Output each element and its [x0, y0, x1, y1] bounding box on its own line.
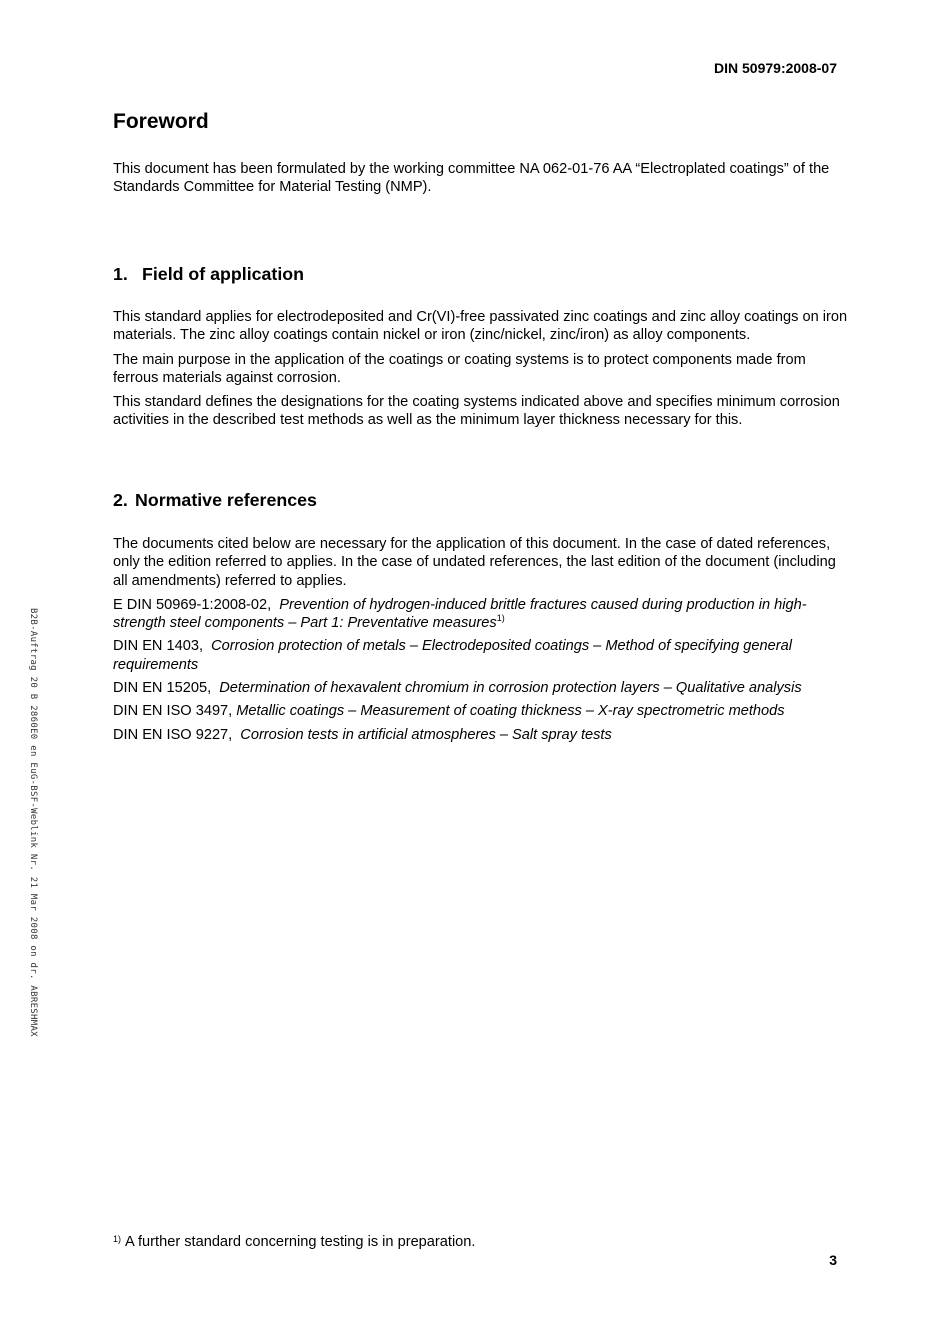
section-1-heading [113, 264, 304, 285]
side-stamp-text: B2B-Auftrag 20 B 2860E0 en EuG-BSF-Weblink Nr. 21 Mar 2008 on dr. ABRESHMAX [28, 608, 38, 1037]
section-1-paragraph: This standard defines the designations for the coating systems indicated above and specifies minimum corrosion activities in the described test methods as well as the minimum layer thickness necessary for this. [113, 394, 840, 429]
reference-item [113, 596, 848, 633]
footnote-mark: 1) [113, 1234, 122, 1244]
foreword-heading: Foreword [113, 110, 209, 133]
reference-code: E DIN 50969-1:2008-02, [113, 596, 272, 613]
footnote-text: A further standard concerning testing is in preparation. [125, 1234, 476, 1250]
reference-title: Determination of hexavalent chromium in corrosion protection layers – Qualitative analysis [219, 680, 802, 697]
section-2-intro: The documents cited below are necessary for the application of this document. In the case of dated references, only the edition referred to applies. In the case of undated references, the last edition of the document (including all amendments) referred to applies. [113, 536, 836, 589]
reference-item [113, 679, 848, 697]
reference-code: DIN EN 15205, [113, 680, 212, 697]
reference-code: DIN EN ISO 3497, [113, 703, 233, 720]
reference-title: Corrosion tests in artificial atmospheres – Salt spray tests [240, 726, 612, 743]
section-2-heading [113, 490, 317, 511]
section-1-paragraph: The main purpose in the application of the coatings or coating systems is to protect components made from ferrous materials against corrosion. [113, 351, 806, 386]
side-stamp [24, 608, 38, 1298]
reference-code: DIN EN ISO 9227, [113, 726, 233, 743]
reference-title: Metallic coatings – Measurement of coating thickness – X-ray spectrometric methods [236, 703, 785, 720]
section-2-title: Normative references [135, 490, 317, 510]
foreword-body [113, 160, 848, 203]
footnote [113, 1234, 475, 1250]
footnote-marker: 1) [496, 613, 505, 624]
reference-item [113, 726, 848, 744]
page-number: 3 [829, 1252, 837, 1268]
section-1-paragraph: This standard applies for electrodeposited and Cr(VI)-free passivated zinc coatings and zinc alloy coatings on iron materials. The zinc alloy coatings contain nickel or iron (zinc/nickel, zinc/iron) as alloy components. [113, 309, 848, 344]
section-1-title: Field of application [142, 264, 305, 284]
reference-item [113, 637, 848, 674]
reference-item [113, 702, 848, 720]
reference-code: DIN EN 1403, [113, 638, 204, 655]
section-2-number: 2. [113, 490, 128, 510]
reference-title: Corrosion protection of metals – Electrodeposited coatings – Method of specifying general requirements [113, 638, 792, 673]
section-2-body [113, 535, 848, 749]
document-id: DIN 50979:2008-07 [714, 60, 837, 76]
foreword-paragraph: This document has been formulated by the working committee NA 062-01-76 AA “Electroplated coatings” of the Standards Committee for Material Testing (NMP). [113, 161, 830, 196]
section-1-number: 1. [113, 264, 128, 284]
section-1-body [113, 308, 848, 436]
reference-title: Prevention of hydrogen-induced brittle fractures caused during production in high-strength steel components – Part 1: Preventative measures [113, 596, 807, 632]
